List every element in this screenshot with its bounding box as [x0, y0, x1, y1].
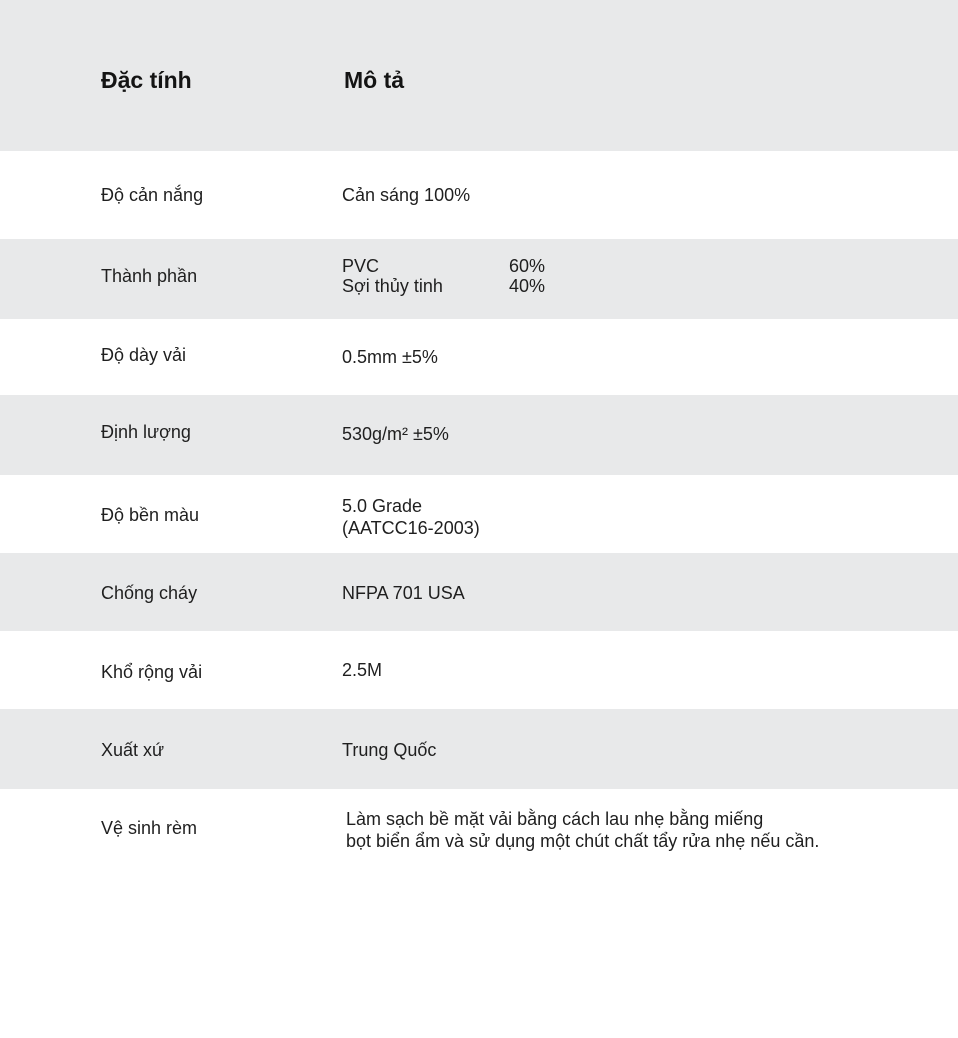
description-value	[346, 808, 819, 852]
description-value	[342, 495, 480, 539]
property-label: Xuất xứ	[101, 740, 165, 760]
description-line: bọt biển ẩm và sử dụng một chút chất tẩy rửa nhẹ nếu cần.	[346, 831, 820, 851]
description-value: Cản sáng 100%	[342, 185, 471, 205]
material-percent: 60%	[509, 256, 546, 276]
property-label: Khổ rộng vải	[101, 662, 203, 682]
material-name: Sợi thủy tinh	[342, 276, 443, 296]
table-header	[0, 0, 958, 151]
composition-item	[342, 276, 545, 296]
description-value: 0.5mm ±5%	[342, 347, 438, 367]
property-label: Độ cản nắng	[101, 185, 204, 205]
property-label: Độ dày vải	[101, 345, 187, 365]
material-name: PVC	[342, 256, 380, 276]
property-label: Định lượng	[101, 422, 191, 442]
table-row	[0, 789, 958, 1038]
table-row	[0, 319, 958, 395]
description-value: 2.5M	[342, 660, 383, 680]
property-label: Vệ sinh rèm	[101, 818, 198, 838]
table-row	[0, 151, 958, 239]
table-row	[0, 553, 958, 631]
composition-list	[342, 256, 545, 296]
table-row	[0, 239, 958, 319]
table-row	[0, 395, 958, 475]
description-value: 530g/m² ±5%	[342, 424, 449, 444]
table-row	[0, 631, 958, 709]
property-label: Chống cháy	[101, 583, 198, 603]
description-line: (AATCC16-2003)	[342, 518, 480, 538]
composition-item	[342, 256, 545, 276]
material-percent: 40%	[509, 276, 546, 296]
header-description: Mô tả	[344, 67, 405, 93]
description-line: Làm sạch bề mặt vải bằng cách lau nhẹ bằng miếng	[346, 809, 764, 829]
property-label: Độ bền màu	[101, 505, 200, 525]
table-row	[0, 709, 958, 789]
description-value: NFPA 701 USA	[342, 583, 465, 603]
description-line: 5.0 Grade	[342, 496, 423, 516]
header-property: Đặc tính	[101, 67, 192, 93]
property-label: Thành phần	[101, 266, 198, 286]
description-value: Trung Quốc	[342, 740, 437, 760]
table-row	[0, 475, 958, 553]
